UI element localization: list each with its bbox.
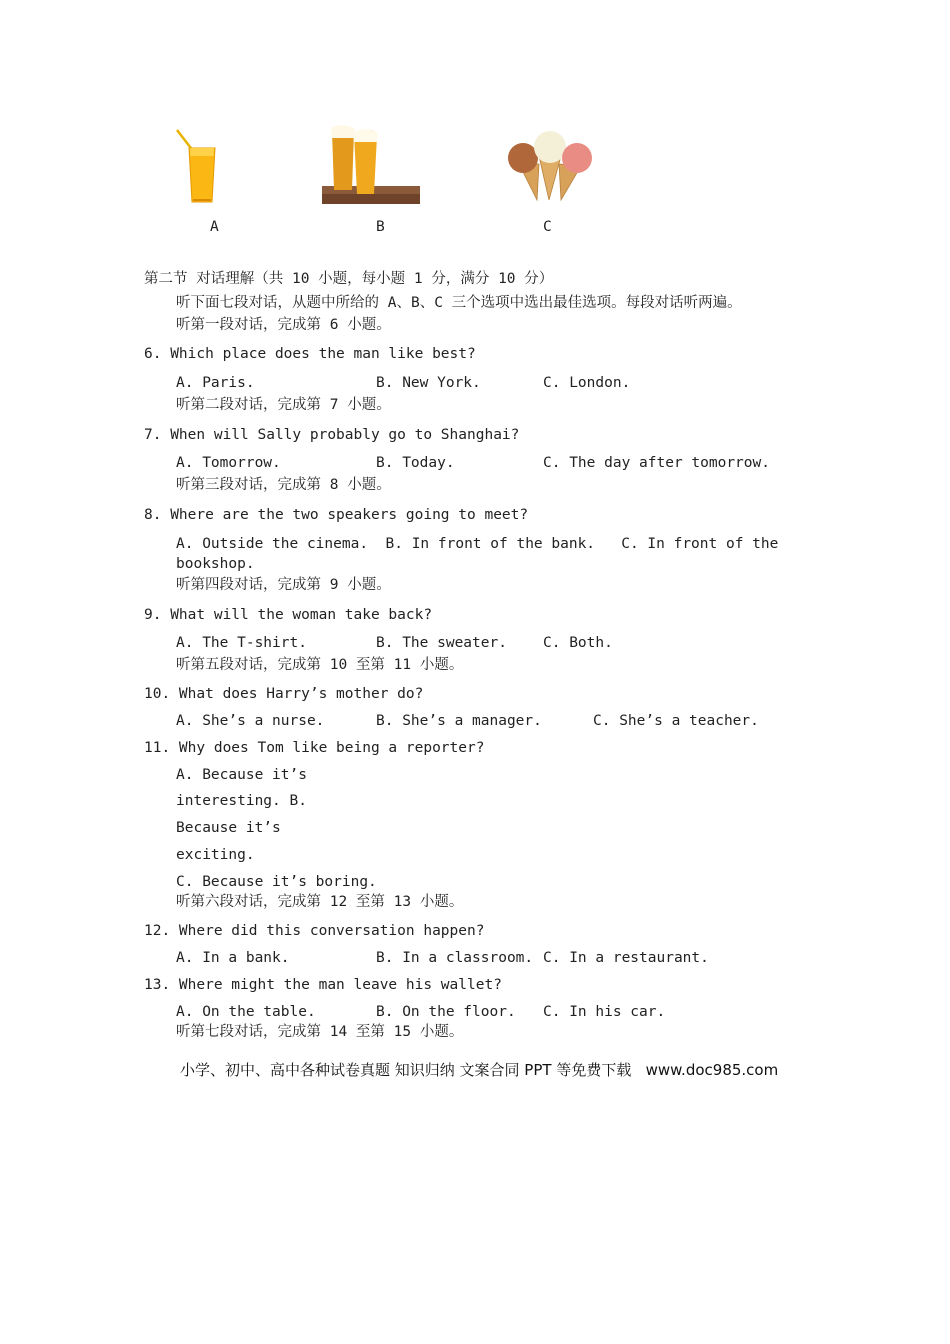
image-caption-c: C <box>543 219 552 235</box>
dialogue-intro-7: 听第七段对话，完成第 14 至第 15 小题。 <box>176 1024 464 1040</box>
dialogue-intro-5: 听第五段对话，完成第 10 至第 11 小题。 <box>176 657 464 673</box>
options-11-line1: A. Because it’s <box>176 767 307 783</box>
image-caption-b: B <box>376 219 385 235</box>
dialogue-intro-1: 听第一段对话，完成第 6 小题。 <box>176 317 391 333</box>
dialogue-intro-4: 听第四段对话，完成第 9 小题。 <box>176 577 391 593</box>
question-10: 10. What does Harry’s mother do? <box>144 686 424 702</box>
ice-cream-cones-icon <box>503 130 595 202</box>
question-9: 9. What will the woman take back? <box>144 607 433 623</box>
option-7a: A. Tomorrow. <box>176 455 281 471</box>
option-13c: C. In his car. <box>543 1004 666 1020</box>
question-6: 6. Which place does the man like best? <box>144 346 476 362</box>
option-12b: B. In a classroom. <box>376 950 534 966</box>
option-7b: B. Today. <box>376 455 455 471</box>
options-8-line2: bookshop. <box>176 556 255 572</box>
options-11-line4: exciting. <box>176 847 255 863</box>
orange-juice-icon <box>175 126 223 204</box>
options-11-line2: interesting. B. <box>176 793 307 809</box>
options-11-line5: C. Because it’s boring. <box>176 874 377 890</box>
option-9a: A. The T-shirt. <box>176 635 307 651</box>
footer-text: 小学、初中、高中各种试卷真题 知识归纳 文案合同 PPT 等免费下载 www.doc985.com <box>180 1061 779 1079</box>
option-10b: B. She’s a manager. <box>376 713 542 729</box>
section-title: 第二节 对话理解（共 10 小题，每小题 1 分，满分 10 分） <box>144 271 554 287</box>
option-6c: C. London. <box>543 375 631 391</box>
dialogue-intro-6: 听第六段对话，完成第 12 至第 13 小题。 <box>176 894 464 910</box>
beer-glasses-icon <box>322 124 420 204</box>
question-12: 12. Where did this conversation happen? <box>144 923 485 939</box>
option-6a: A. Paris. <box>176 375 255 391</box>
option-9b: B. The sweater. <box>376 635 507 651</box>
dialogue-intro-3: 听第三段对话，完成第 8 小题。 <box>176 477 391 493</box>
option-7c: C. The day after tomorrow. <box>543 455 770 471</box>
option-9c: C. Both. <box>543 635 613 651</box>
image-caption-a: A <box>210 219 219 235</box>
question-13: 13. Where might the man leave his wallet? <box>144 977 502 993</box>
option-12a: A. In a bank. <box>176 950 290 966</box>
option-13b: B. On the floor. <box>376 1004 516 1020</box>
options-11-line3: Because it’s <box>176 820 281 836</box>
question-7: 7. When will Sally probably go to Shanghai? <box>144 427 520 443</box>
question-11: 11. Why does Tom like being a reporter? <box>144 740 485 756</box>
option-6b: B. New York. <box>376 375 481 391</box>
option-13a: A. On the table. <box>176 1004 316 1020</box>
question-8: 8. Where are the two speakers going to meet? <box>144 507 529 523</box>
section-instruction: 听下面七段对话，从题中所给的 A、B、C 三个选项中选出最佳选项。每段对话听两遍。 <box>176 295 742 311</box>
options-8-line1: A. Outside the cinema. B. In front of the bank. C. In front of the <box>176 536 779 552</box>
dialogue-intro-2: 听第二段对话，完成第 7 小题。 <box>176 397 391 413</box>
option-12c: C. In a restaurant. <box>543 950 709 966</box>
option-10a: A. She’s a nurse. <box>176 713 325 729</box>
option-10c: C. She’s a teacher. <box>593 713 759 729</box>
